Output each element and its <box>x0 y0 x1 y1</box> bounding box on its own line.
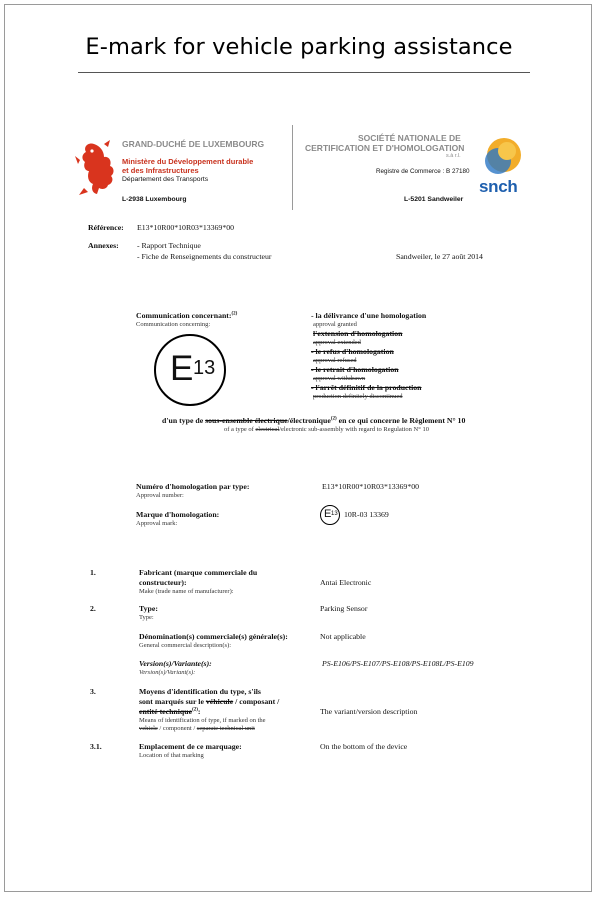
approval-number-label-en: Approval number: <box>136 492 184 499</box>
company-line-1: SOCIÉTÉ NATIONALE DE <box>358 133 461 143</box>
luxembourg-lion-icon <box>74 138 118 198</box>
approval-mark-value: 10R-03 13369 <box>344 510 389 519</box>
type-label-en: Type: <box>139 614 154 621</box>
reference-value: E13*10R00*10R03*13369*00 <box>137 223 235 232</box>
approval-number-value: E13*10R00*10R03*13369*00 <box>322 482 420 491</box>
item-number: 3.1. <box>90 742 102 751</box>
option-discontinued: - l'arrêt définitif de la production <box>311 383 422 392</box>
option-extended-en: approval extended <box>313 339 361 346</box>
annexes-label: Annexes: <box>88 241 119 250</box>
title-divider <box>78 72 530 73</box>
version-label: Version(s)/Variante(s): <box>139 659 212 668</box>
identification-label-2: sont marqués sur le véhicule / composant / <box>139 697 280 706</box>
manufacturer-value: Antai Electronic <box>320 578 372 587</box>
marking-location-value: On the bottom of the device <box>320 742 408 751</box>
snch-logo-text: snch <box>479 177 518 196</box>
letterhead-divider <box>292 125 293 210</box>
commercial-description-value: Not applicable <box>320 632 366 641</box>
approval-mark-label-en: Approval mark: <box>136 520 178 527</box>
option-granted: - la délivrance d'une homologation <box>311 311 427 320</box>
type-label: Type: <box>139 604 158 613</box>
item-number: 3. <box>90 687 96 696</box>
approval-mark-number: 13 <box>331 511 338 517</box>
company-line-2: CERTIFICATION ET D'HOMOLOGATION <box>305 143 465 153</box>
commercial-description-label-en: General commercial description(s): <box>139 642 232 649</box>
option-withdrawn-en: approval withdrawn <box>313 375 366 382</box>
company-suffix: s.à r.l. <box>446 153 461 159</box>
communication-label-en: Communication concerning: <box>136 321 211 328</box>
option-refused: - le refus d'homologation <box>311 347 394 356</box>
page-title: E-mark for vehicle parking assistance <box>85 34 513 60</box>
option-discontinued-en: production definitely discontinued <box>313 393 403 400</box>
identification-label-en: Means of identification of type, if marked on the <box>139 717 266 724</box>
manufacturer-label: Fabricant (marque commerciale du <box>139 568 258 577</box>
ministry-line-2: et des Infrastructures <box>122 166 199 175</box>
right-address: L-5201 Sandweiler <box>404 196 464 203</box>
department-name: Département des Transports <box>122 176 209 183</box>
identification-label-3: entité technique$^{(2)}$: <box>139 707 201 716</box>
approval-mark-letter: E <box>324 508 332 520</box>
option-extended: l'extension d'homologation <box>313 329 403 338</box>
marking-location-label: Emplacement de ce marquage: <box>139 742 242 751</box>
manufacturer-label-2: constructeur): <box>139 578 187 587</box>
version-value: PS-E106/PS-E107/PS-E108/PS-E108L/PS-E109 <box>322 659 474 668</box>
identification-label-en-2: vehicle / component / separate technical unit <box>139 725 255 732</box>
registry-number: Registre de Commerce : B 27180 <box>376 168 470 175</box>
identification-label: Moyens d'identification du type, s'ils <box>139 687 261 696</box>
commercial-description-label: Dénomination(s) commerciale(s) générale(s): <box>139 632 288 641</box>
item-number: 1. <box>90 568 96 577</box>
manufacturer-label-en: Make (trade name of manufacturer): <box>139 588 234 595</box>
communication-label: Communication concernant:$^{(2)}$ <box>136 311 238 320</box>
item-number: 2. <box>90 604 96 613</box>
reference-label: Référence: <box>88 223 124 232</box>
e-mark-circle <box>154 334 226 406</box>
annex-item: - Rapport Technique <box>137 241 201 250</box>
version-label-en: Version(s)/Variant(s): <box>139 669 196 676</box>
approval-number-label: Numéro d'homologation par type: <box>136 482 250 491</box>
place-date: Sandweiler, le 27 août 2014 <box>396 252 483 261</box>
marking-location-label-en: Location of that marking <box>139 752 204 759</box>
option-refused-en: approval refused <box>313 357 357 364</box>
scope-statement-en: of a type of electrical/electronic sub-assembly with regard to Regulation N° 10 <box>224 426 429 433</box>
e-mark-number: 13 <box>193 357 216 379</box>
left-address: L-2938 Luxembourg <box>122 196 187 203</box>
e-mark-letter: E <box>170 349 194 388</box>
identification-value: The variant/version description <box>320 707 418 716</box>
approval-mark-circle <box>320 505 340 525</box>
type-value: Parking Sensor <box>320 604 368 613</box>
scope-statement: d'un type de sous-ensemble électrique/électronique$^{(2)}$ en ce qui concerne le Règlement N° 10 <box>162 416 466 425</box>
country-name: GRAND-DUCHÉ DE LUXEMBOURG <box>122 139 265 149</box>
approval-mark-label: Marque d'homologation: <box>136 510 220 519</box>
ministry-line-1: Ministère du Développement durable <box>122 157 254 166</box>
annex-item: - Fiche de Renseignements du constructeur <box>137 252 272 261</box>
option-granted-en: approval granted <box>313 321 357 328</box>
option-withdrawn: - le retrait d'homologation <box>311 365 399 374</box>
